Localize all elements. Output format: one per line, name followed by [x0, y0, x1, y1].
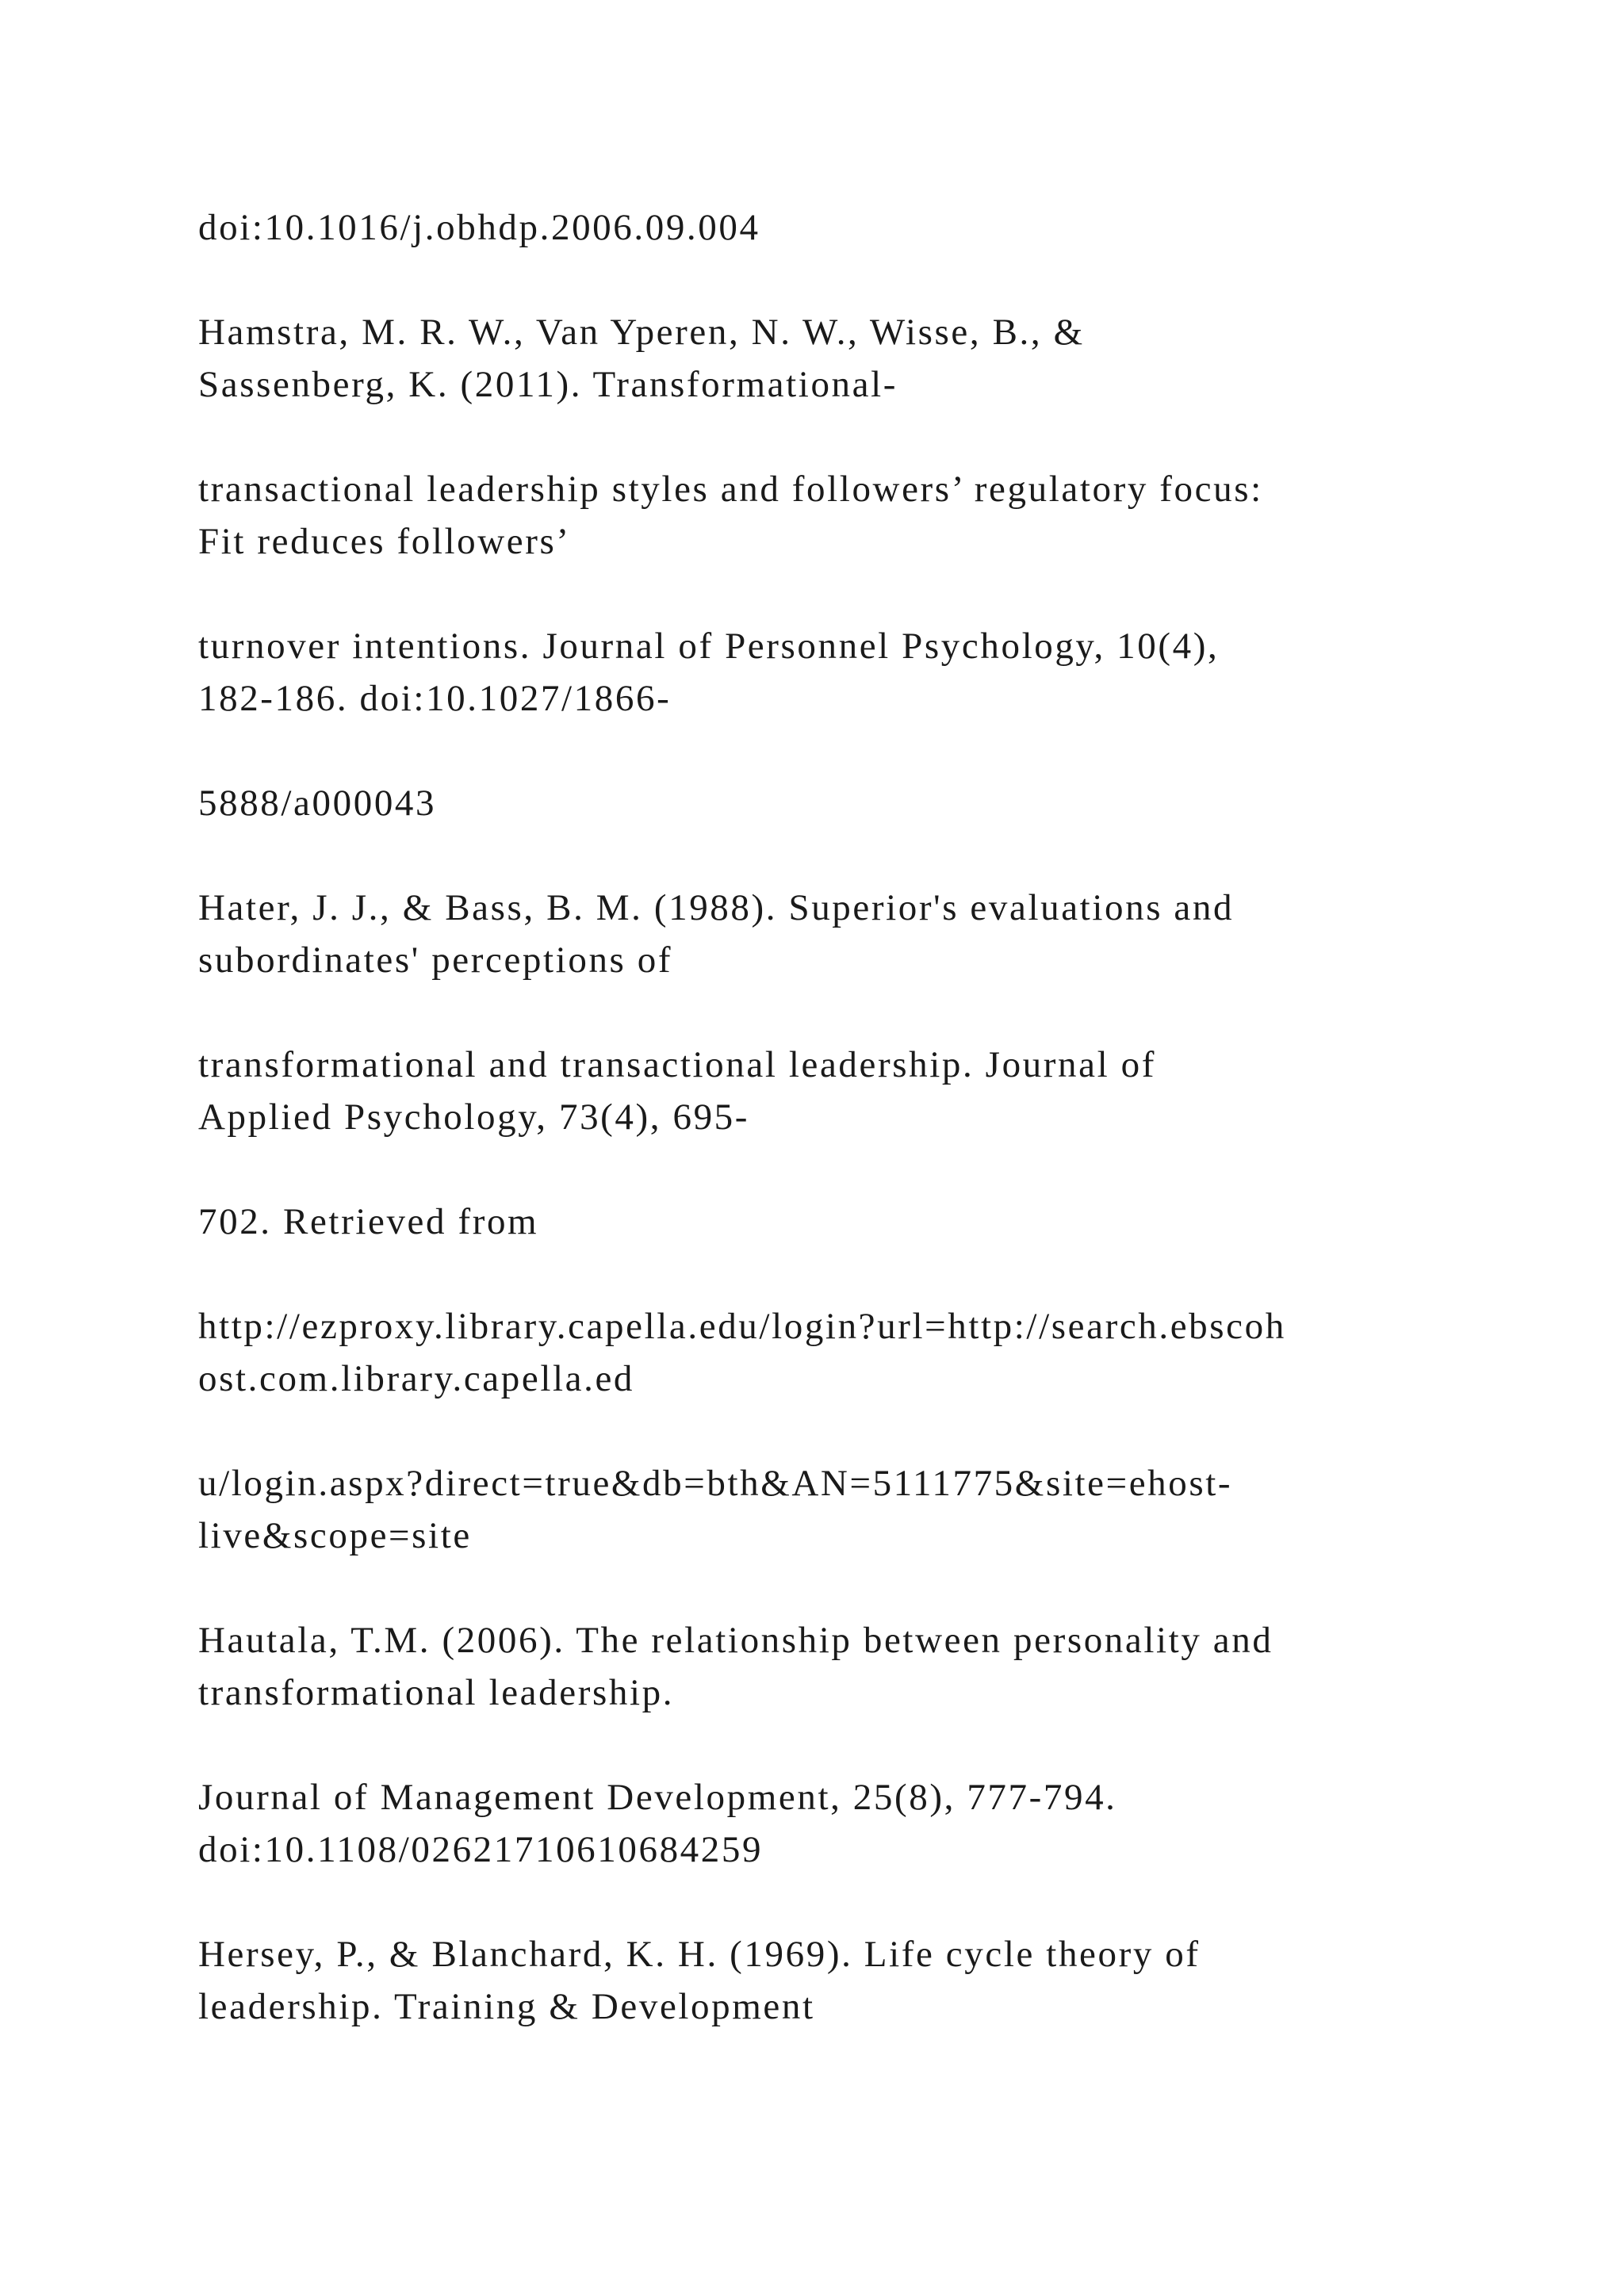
- text-line: 5888/a000043: [198, 783, 437, 824]
- text-line: Hautala, T.M. (2006). The relationship between personality and: [198, 1620, 1274, 1661]
- reference-paragraph: [198, 777, 1546, 829]
- url-line: live&scope=site: [198, 1515, 472, 1556]
- text-line: doi:10.1108/02621710610684259: [198, 1829, 764, 1870]
- text-line: 182-186. doi:10.1027/1866-: [198, 678, 672, 719]
- reference-paragraph: [198, 463, 1546, 568]
- text-line: Hersey, P., & Blanchard, K. H. (1969). Life cycle theory of: [198, 1934, 1201, 1975]
- reference-paragraph: [198, 201, 1546, 254]
- url-line: ost.com.library.capella.ed: [198, 1358, 635, 1399]
- url-line: http://ezproxy.library.capella.edu/login?url=http://search.ebscoh: [198, 1306, 1286, 1347]
- reference-paragraph: [198, 882, 1546, 986]
- text-line: Applied Psychology, 73(4), 695-: [198, 1096, 750, 1138]
- text-line: Hamstra, M. R. W., Van Yperen, N. W., Wisse, B., &: [198, 312, 1085, 353]
- text-line: doi:10.1016/j.obhdp.2006.09.004: [198, 207, 760, 248]
- reference-paragraph: [198, 1928, 1546, 2033]
- text-line: leadership. Training & Development: [198, 1986, 815, 2027]
- reference-paragraph: [198, 306, 1546, 411]
- text-line: Hater, J. J., & Bass, B. M. (1988). Superior's evaluations and: [198, 887, 1235, 928]
- text-line: transformational leadership.: [198, 1672, 675, 1713]
- text-line: Journal of Management Development, 25(8), 777-794.: [198, 1777, 1117, 1818]
- text-line: turnover intentions. Journal of Personnel Psychology, 10(4),: [198, 626, 1220, 667]
- reference-paragraph: [198, 1300, 1546, 1405]
- text-line: subordinates' perceptions of: [198, 939, 673, 981]
- reference-paragraph: [198, 1457, 1546, 1562]
- text-line: Sassenberg, K. (2011). Transformational-: [198, 364, 898, 405]
- text-line: transactional leadership styles and followers’ regulatory focus:: [198, 469, 1263, 510]
- text-line: 702. Retrieved from: [198, 1201, 539, 1242]
- text-line: transformational and transactional leadership. Journal of: [198, 1044, 1156, 1085]
- reference-paragraph: [198, 1196, 1546, 1248]
- reference-paragraph: [198, 620, 1546, 725]
- reference-paragraph: [198, 1039, 1546, 1143]
- url-line: u/login.aspx?direct=true&db=bth&AN=5111775&site=ehost-: [198, 1463, 1233, 1504]
- reference-paragraph: [198, 1771, 1546, 1876]
- reference-paragraph: [198, 1614, 1546, 1719]
- text-line: Fit reduces followers’: [198, 521, 571, 562]
